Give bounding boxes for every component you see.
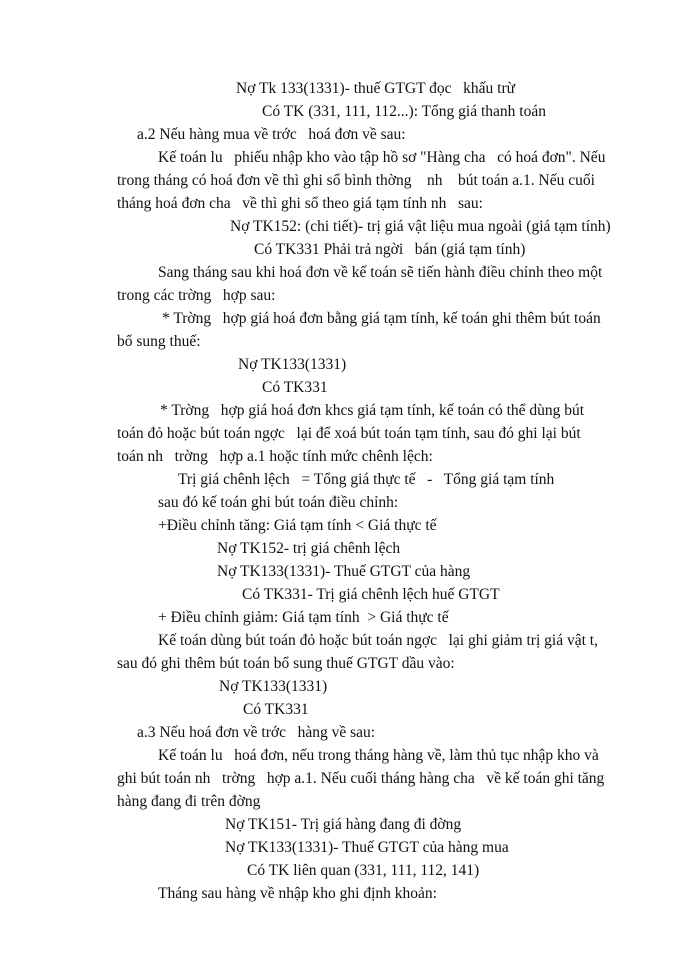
paragraph-line: toán đỏ hoặc bút toán ngợc lại để xoá bút toán tạm tính, sau đó ghi lại bút — [117, 425, 581, 442]
paragraph-line: Kế toán lu phiếu nhập kho vào tập hồ sơ "Hàng cha có hoá đơn". Nếu — [158, 149, 606, 166]
paragraph-line: Sang tháng sau khi hoá đơn về kế toán sẽ tiến hành điều chỉnh theo một — [158, 264, 603, 281]
journal-entry-debit: Nợ TK133(1331) — [219, 678, 328, 695]
journal-entry-debit: Nợ TK152- trị giá chênh lệch — [217, 540, 401, 557]
paragraph-line: sau đó kế toán ghi bút toán điều chỉnh: — [158, 494, 399, 511]
journal-entry-debit: Nợ Tk 133(1331)- thuế GTGT đọc khấu trừ — [236, 80, 516, 97]
paragraph-line: bổ sung thuế: — [117, 333, 201, 350]
journal-entry-credit: Có TK331 Phải trả ngời bán (giá tạm tính) — [254, 241, 526, 258]
formula-line: Trị giá chênh lệch = Tổng giá thực tế - Tổng giá tạm tính — [178, 471, 555, 488]
journal-entry-credit: Có TK liên quan (331, 111, 112, 141) — [247, 862, 480, 879]
paragraph-line: * Trờng hợp giá hoá đơn bằng giá tạm tính, kế toán ghi thêm bút toán — [162, 310, 601, 327]
journal-entry-debit: Nợ TK151- Trị giá hàng đang đi đờng — [225, 816, 462, 833]
section-heading-a3: a.3 Nếu hoá đơn về trớc hàng về sau: — [137, 724, 376, 741]
paragraph-line: Kế toán lu hoá đơn, nếu trong tháng hàng về, làm thủ tục nhập kho và — [158, 747, 599, 764]
paragraph-line: Tháng sau hàng về nhập kho ghi định khoản: — [158, 885, 437, 902]
journal-entry-debit: Nợ TK133(1331) — [238, 356, 347, 373]
section-heading-a2: a.2 Nếu hàng mua về trớc hoá đơn về sau: — [137, 126, 406, 143]
paragraph-line: ghi bút toán nh trờng hợp a.1. Nếu cuối tháng hàng cha về kế toán ghi tăng — [117, 770, 605, 787]
journal-entry-credit: Có TK331 — [262, 379, 328, 396]
paragraph-line: * Trờng hợp giá hoá đơn khcs giá tạm tính, kế toán có thể dùng bút — [160, 402, 585, 419]
paragraph-line: sau đó ghi thêm bút toán bổ sung thuế GTGT dầu vào: — [117, 655, 455, 672]
paragraph-line: Kế toán dùng bút toán đỏ hoặc bút toán ngợc lại ghi giảm trị giá vật t, — [158, 632, 598, 649]
journal-entry-credit: Có TK (331, 111, 112...): Tổng giá thanh toán — [262, 103, 546, 120]
paragraph-line: toán nh trờng hợp a.1 hoặc tính mức chênh lệch: — [117, 448, 433, 465]
journal-entry-credit: Có TK331 — [243, 701, 309, 718]
paragraph-line: hàng đang đi trên đờng — [117, 793, 261, 810]
journal-entry-credit: Có TK331- Trị giá chênh lệch huế GTGT — [242, 586, 500, 603]
journal-entry-debit: Nợ TK133(1331)- Thuế GTGT của hàng — [217, 563, 471, 580]
paragraph-line: +Điều chỉnh tăng: Giá tạm tính < Giá thực tế — [158, 517, 437, 534]
journal-entry-debit: Nợ TK152: (chi tiết)- trị giá vật liệu mua ngoài (giá tạm tính) — [230, 218, 611, 235]
paragraph-line: + Điều chỉnh giảm: Giá tạm tính > Giá thực tế — [158, 609, 449, 626]
journal-entry-debit: Nợ TK133(1331)- Thuế GTGT của hàng mua — [225, 839, 509, 856]
paragraph-line: tháng hoá đơn cha về thì ghi sổ theo giá tạm tính nh sau: — [117, 195, 483, 212]
paragraph-line: trong tháng có hoá đơn về thì ghi sổ bình thờng nh bút toán a.1. Nếu cuối — [117, 172, 595, 189]
paragraph-line: trong các trờng hợp sau: — [117, 287, 276, 304]
